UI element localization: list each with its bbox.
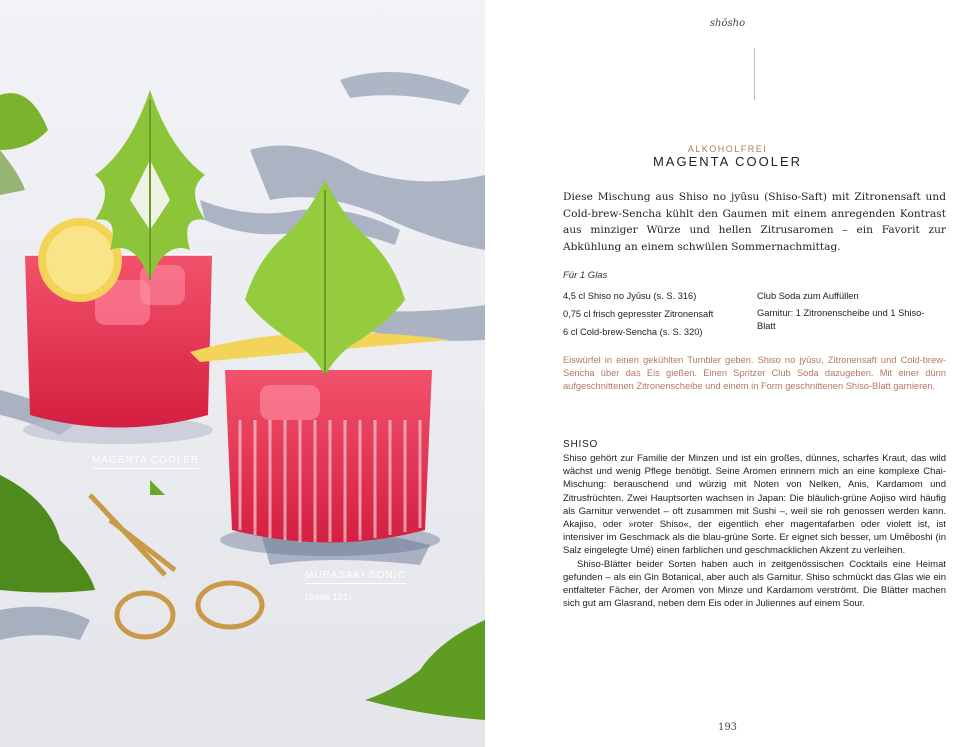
photo-caption-murasaki-sonic: MURASAKI SONIC — [305, 570, 406, 584]
page-number: 193 — [717, 722, 738, 733]
ingredient-item: Garnitur: 1 Zitronenscheibe und 1 Shiso-Blatt — [757, 308, 925, 331]
recipe-yield: Für 1 Glas — [563, 270, 608, 281]
ingredient-item: Club Soda zum Auffüllen — [757, 291, 859, 301]
ingredients-list-left — [563, 287, 753, 341]
ingredients-list-right — [757, 287, 942, 333]
recipe-category: ALKOHOLFREI — [687, 144, 768, 154]
body-paragraph: Shiso-Blätter beider Sorten haben auch in zeitgenössischen Cocktails eine Heimat gefunden – als ein Gin Botanical, aber auch als Garnitur. Shiso schmückt das Glas wie ein entfalteter Fächer, der Aromen von Minze und Kardamom verströmt. Die Blätter machen sich gut am Glasrand, neben dem Eis oder in Juliennes auf einem Sour. — [563, 558, 946, 610]
ingredient-item: 4,5 cl Shiso no Jyūsu (s. S. 316) — [563, 291, 697, 301]
section-heading: SHISO — [563, 439, 599, 450]
decorative-rule — [754, 48, 755, 100]
ingredient-item: 0,75 cl frisch gepresster Zitronensaft — [563, 309, 714, 319]
running-header: shōsho — [709, 18, 746, 29]
photo-caption-magenta-cooler: MAGENTA COOLER — [92, 455, 199, 469]
recipe-title: MAGENTA COOLER — [652, 154, 803, 169]
ingredient-item: 6 cl Cold-brew-Sencha (s. S. 320) — [563, 327, 703, 337]
photo-caption-page-ref: (Seite 191) — [305, 592, 352, 603]
recipe-method: Eiswürfel in einen gekühlten Tumbler geben. Shiso no jyūsu, Zitronensaft und Cold-brew-Sencha über das Eis gießen. Einen Spritzer Club Soda dazugeben. Mit einer dünn aufgeschnittenen Zitronenscheibe und einem in Form geschnittenen Shiso-Blatt garnieren. — [563, 355, 946, 391]
section-body — [563, 452, 946, 610]
recipe-intro: Diese Mischung aus Shiso no jyūsu (Shiso-Saft) mit Zitronensaft und Cold-brew-Sencha kühlt den Gaumen mit einem anregenden Kontrast aus minziger Würze und hellen Zitrusaromen – ein Favorit zur Abkühlung an einem schwülen Sommernachmittag. — [563, 191, 946, 253]
recipe-page — [485, 0, 970, 747]
body-paragraph: Shiso gehört zur Familie der Minzen und ist ein großes, dünnes, scharfes Kraut, das wild wächst und wenig Pflege benötigt. Seine Aromen erinnern mich an eine komplexe Chai-Mischung: berauschend und würzig mit Noten von Nelken, Anis, Kardamom und Zitrusfrüchten. Zwei Hauptsorten wachsen in Japan: Die bläulich-grüne Aojiso wird häufig als Garnitur verwendet – oft zusammen mit Sushi –, weil sie roh genossen werden kann. Akajiso, oder »roter Shiso«, der eigentlich eher magentafarben oder violett ist, ist intensiver im Geschmack als die blau-grüne Sorte. Er eignet sich besser, um Umēboshi (in Salz eingelegte Umé) einen farblichen und geschmacklichen Akzent zu verleihen. — [563, 453, 946, 557]
